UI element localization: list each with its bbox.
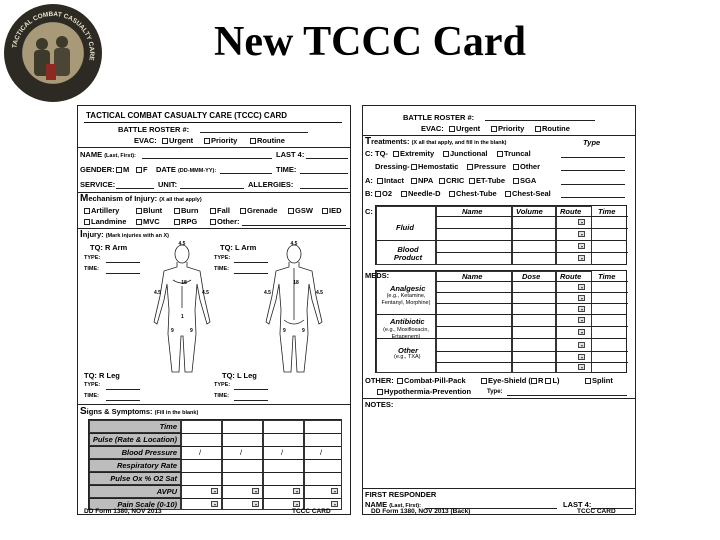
tq-left-leg-time-label: TIME: bbox=[214, 393, 229, 399]
slide-title: New TCCC Card bbox=[214, 19, 526, 65]
other-splint[interactable]: Splint bbox=[585, 377, 613, 385]
other-label: OTHER: bbox=[365, 376, 394, 385]
vitals-row-blood-pressure: Blood Pressure bbox=[121, 448, 177, 457]
first-responder-name-label: NAME (Last, First): bbox=[365, 500, 421, 509]
front-left-leg-pct: 9 bbox=[190, 328, 193, 334]
moi-rpg[interactable]: RPG bbox=[174, 218, 197, 226]
moi-ied[interactable]: IED bbox=[322, 207, 342, 215]
evac-priority-checkbox[interactable] bbox=[204, 138, 210, 144]
avpu-dropdown-1[interactable] bbox=[211, 488, 218, 494]
unit-label: UNIT: bbox=[158, 180, 178, 189]
gender-label: GENDER: bbox=[80, 165, 115, 174]
other-combat-pill-pack[interactable]: Combat-Pill-Pack bbox=[397, 377, 466, 385]
last4-field[interactable] bbox=[306, 158, 348, 159]
first-responder-last4-label: LAST 4: bbox=[563, 500, 592, 509]
tq-left-leg-type-label: TYPE: bbox=[214, 382, 231, 388]
moi-landmine[interactable]: Landmine bbox=[84, 218, 126, 226]
vitals-row-respiratory-rate: Respiratory Rate bbox=[116, 461, 177, 470]
service-label: SERVICE: bbox=[80, 180, 116, 189]
breathing-chest-seal[interactable]: Chest-Seal bbox=[505, 190, 551, 198]
signs-symptoms-title: Signs & Symptoms: (Fill in the blank) bbox=[80, 406, 199, 417]
dressing-row-label: Dressing- bbox=[375, 162, 410, 171]
moi-gsw[interactable]: GSW bbox=[288, 207, 313, 215]
vitals-row-time: Time bbox=[159, 422, 177, 431]
front-right-leg-pct: 9 bbox=[171, 328, 174, 334]
other-med-label: Other bbox=[398, 346, 419, 355]
tq-junctional[interactable]: Junctional bbox=[443, 150, 488, 158]
vitals-table: Time Pulse (Rate & Location) Blood Pressure Respiratory Rate Pulse Ox % O2 Sat AVPU Pain Scale (0-10) / / / / bbox=[88, 419, 342, 510]
moi-fall[interactable]: Fall bbox=[210, 207, 230, 215]
back-battle-roster-label: BATTLE ROSTER #: bbox=[403, 113, 475, 122]
moi-blunt[interactable]: Blunt bbox=[136, 207, 162, 215]
moi-artillery[interactable]: Artillery bbox=[84, 207, 119, 215]
tccc-card-front bbox=[77, 105, 351, 515]
antibiotic-route-dropdown-2[interactable] bbox=[578, 329, 585, 335]
back-head-pct: 4.5 bbox=[290, 241, 298, 247]
front-left-arm-pct: 4.5 bbox=[202, 290, 209, 296]
other-route-dropdown-1[interactable] bbox=[578, 342, 585, 348]
dressing-hemostatic[interactable]: Hemostatic bbox=[411, 163, 458, 171]
meds-header-time: Time bbox=[598, 272, 616, 281]
tq-right-leg-time-field[interactable] bbox=[106, 400, 140, 401]
back-evac-priority[interactable]: Priority bbox=[491, 125, 524, 133]
tccc-card-back bbox=[362, 105, 636, 515]
back-evac-urgent[interactable]: Urgent bbox=[449, 125, 480, 133]
fluids-table bbox=[375, 205, 627, 265]
meds-label: MEDS: bbox=[365, 271, 390, 280]
dressing-type-field[interactable] bbox=[561, 170, 625, 171]
b-row-label: B: bbox=[365, 189, 373, 198]
fluid-route-dropdown-1[interactable] bbox=[578, 219, 585, 225]
analgesic-hint: (e.g., Ketamine, Fentanyl, Morphine) bbox=[381, 293, 431, 306]
dressing-other[interactable]: Other bbox=[513, 163, 540, 171]
mechanism-of-injury-title: Mechanism of Injury: (X all that apply) bbox=[80, 193, 202, 204]
organization-logo bbox=[4, 4, 102, 102]
notes-area[interactable] bbox=[365, 411, 633, 487]
other-med-hint: (e.g., TXA) bbox=[394, 354, 421, 360]
blood-route-dropdown-2[interactable] bbox=[578, 255, 585, 261]
airway-et-tube[interactable]: ET-Tube bbox=[469, 177, 505, 185]
vitals-row-pain-scale: Pain Scale (0-10) bbox=[117, 500, 177, 509]
analgesic-route-dropdown-2[interactable] bbox=[578, 295, 585, 301]
tq-right-leg-time-label: TIME: bbox=[84, 393, 99, 399]
a-row-label: A: bbox=[365, 176, 373, 185]
last4-label: LAST 4: bbox=[276, 150, 305, 159]
analgesic-route-dropdown-3[interactable] bbox=[578, 306, 585, 312]
allergies-label: ALLERGIES: bbox=[248, 180, 294, 189]
tq-truncal[interactable]: Truncal bbox=[497, 150, 531, 158]
tq-left-arm-type-label: TYPE: bbox=[214, 255, 231, 261]
antibiotic-hint: (e.g., Moxifloxacin, Ertapenem) bbox=[383, 327, 429, 340]
moi-grenade[interactable]: Grenade bbox=[240, 207, 277, 215]
front-head-pct: 4.5 bbox=[178, 241, 186, 247]
airway-sga[interactable]: SGA bbox=[513, 177, 536, 185]
vitals-row-pulse: Pulse (Rate & Location) bbox=[92, 435, 177, 444]
battle-roster-label: BATTLE ROSTER #: bbox=[118, 125, 190, 134]
fluids-header-time: Time bbox=[598, 207, 616, 216]
back-torso-pct: 18 bbox=[293, 280, 299, 286]
tq-right-leg-type-label: TYPE: bbox=[84, 382, 101, 388]
logo-ring-text: TACTICAL COMBAT CASUALTY CARE bbox=[11, 10, 96, 62]
tq-right-arm-label: TQ: R Arm bbox=[90, 243, 128, 252]
tq-extremity[interactable]: Extremity bbox=[393, 150, 434, 158]
tq-right-leg-type-field[interactable] bbox=[106, 389, 140, 390]
meds-table bbox=[375, 270, 627, 373]
back-left-leg-pct: 9 bbox=[302, 328, 305, 334]
vitals-row-avpu: AVPU bbox=[156, 487, 177, 496]
analgesic-route-dropdown-1[interactable] bbox=[578, 284, 585, 290]
tq-type-field[interactable] bbox=[561, 157, 625, 158]
body-diagram-back[interactable] bbox=[260, 240, 328, 376]
antibiotic-label: Antibiotic bbox=[390, 317, 425, 326]
fluids-header-route: Route bbox=[560, 207, 582, 216]
back-evac-routine[interactable]: Routine bbox=[535, 125, 570, 133]
fluid-label: Fluid bbox=[396, 223, 414, 232]
c2-row-label: C: bbox=[365, 207, 373, 216]
time-label: TIME: bbox=[276, 165, 297, 174]
tq-left-leg-type-field[interactable] bbox=[234, 389, 268, 390]
evac-label: EVAC: bbox=[134, 136, 157, 145]
allergies-field[interactable] bbox=[300, 188, 348, 189]
airway-npa[interactable]: NPA bbox=[411, 177, 433, 185]
treatments-title: Treatments: (X all that apply, and fill in the blank) bbox=[365, 136, 507, 147]
meds-header-route: Route bbox=[560, 272, 582, 281]
evac-routine-option[interactable]: Routine bbox=[250, 137, 285, 145]
time-field[interactable] bbox=[300, 173, 348, 174]
tq-left-arm-time-label: TIME: bbox=[214, 266, 229, 272]
tq-left-arm-label: TQ: L Arm bbox=[220, 243, 257, 252]
unit-field[interactable] bbox=[180, 188, 244, 189]
front-footer-form: DD Form 1380, NOV 2013 bbox=[84, 508, 162, 515]
front-footer-card: TCCC CARD bbox=[292, 508, 331, 515]
name-field[interactable] bbox=[142, 158, 272, 159]
logo-emblem bbox=[4, 4, 102, 102]
front-right-arm-pct: 4.5 bbox=[154, 290, 161, 296]
pain-dropdown-4[interactable] bbox=[331, 501, 338, 507]
back-footer-form: DD Form 1380, NOV 2013 (Back) bbox=[371, 508, 471, 515]
hypothermia-type-label: Type: bbox=[487, 389, 503, 395]
tq-left-leg-label: TQ: L Leg bbox=[222, 371, 257, 380]
blood-product-label: Blood Product bbox=[393, 245, 423, 262]
dressing-pressure[interactable]: Pressure bbox=[467, 163, 506, 171]
blood-route-dropdown-1[interactable] bbox=[578, 243, 585, 249]
pain-dropdown-3[interactable] bbox=[293, 501, 300, 507]
fluids-header-name: Name bbox=[462, 207, 483, 216]
back-right-leg-pct: 9 bbox=[283, 328, 286, 334]
gender-f-checkbox[interactable] bbox=[136, 167, 142, 173]
card-header: TACTICAL COMBAT CASUALTY CARE (TCCC) CARD bbox=[86, 111, 288, 120]
airway-intact[interactable]: Intact bbox=[377, 177, 404, 185]
meds-header-dose: Dose bbox=[522, 272, 541, 281]
back-right-arm-pct: 4.5 bbox=[264, 290, 271, 296]
c-tq-row-label: C: TQ- bbox=[365, 149, 388, 158]
back-left-arm-pct: 4.5 bbox=[316, 290, 323, 296]
vitals-row-pulse-ox: Pulse Ox % O2 Sat bbox=[110, 474, 177, 483]
evac-urgent-option[interactable]: Urgent bbox=[162, 137, 193, 145]
tq-left-leg-time-field[interactable] bbox=[234, 400, 268, 401]
breathing-needle-d[interactable]: Needle-D bbox=[401, 190, 441, 198]
service-field[interactable] bbox=[116, 188, 154, 189]
back-evac-label: EVAC: bbox=[421, 124, 444, 133]
breathing-chest-tube[interactable]: Chest-Tube bbox=[449, 190, 497, 198]
evac-priority-option[interactable]: Priority bbox=[204, 137, 237, 145]
pain-dropdown-1[interactable] bbox=[211, 501, 218, 507]
moi-other-field[interactable] bbox=[242, 225, 346, 226]
front-torso-pct: 18 bbox=[181, 280, 187, 286]
hypothermia-type-field[interactable] bbox=[507, 395, 627, 396]
tq-right-leg-label: TQ: R Leg bbox=[84, 371, 120, 380]
tq-right-arm-time-label: TIME: bbox=[84, 266, 99, 272]
avpu-dropdown-4[interactable] bbox=[331, 488, 338, 494]
moi-mvc[interactable]: MVC bbox=[136, 218, 160, 226]
avpu-dropdown-2[interactable] bbox=[252, 488, 259, 494]
first-responder-label: FIRST RESPONDER bbox=[365, 490, 437, 499]
front-groin-pct: 1 bbox=[181, 314, 184, 320]
name-label: NAME (Last, First): bbox=[80, 150, 136, 159]
gender-f-option[interactable]: F bbox=[136, 166, 148, 174]
tq-right-arm-type-label: TYPE: bbox=[84, 255, 101, 261]
moi-other[interactable]: Other: bbox=[210, 218, 240, 226]
pain-dropdown-2[interactable] bbox=[252, 501, 259, 507]
analgesic-label: Analgesic bbox=[390, 284, 426, 293]
fluids-header-volume: Volume bbox=[516, 207, 543, 216]
meds-header-name: Name bbox=[462, 272, 483, 281]
other-route-dropdown-3[interactable] bbox=[578, 364, 585, 370]
breathing-o2[interactable]: O2 bbox=[375, 190, 392, 198]
injury-title: Injury: (Mark injuries with an X) bbox=[80, 229, 169, 240]
back-battle-roster-field[interactable] bbox=[485, 120, 595, 121]
body-diagram-front[interactable] bbox=[148, 240, 216, 376]
evac-routine-checkbox[interactable] bbox=[250, 138, 256, 144]
airway-cric[interactable]: CRIC bbox=[439, 177, 464, 185]
back-footer-card: TCCC CARD bbox=[577, 508, 616, 515]
avpu-dropdown-3[interactable] bbox=[293, 488, 300, 494]
airway-type-field[interactable] bbox=[561, 184, 625, 185]
moi-burn[interactable]: Burn bbox=[174, 207, 199, 215]
battle-roster-field[interactable] bbox=[200, 132, 308, 133]
notes-label: NOTES: bbox=[365, 400, 394, 409]
tq-right-arm-type-field[interactable] bbox=[106, 262, 140, 263]
fluid-route-dropdown-2[interactable] bbox=[578, 231, 585, 237]
gender-m-checkbox[interactable] bbox=[116, 167, 122, 173]
type-header: Type bbox=[583, 138, 601, 147]
antibiotic-route-dropdown-1[interactable] bbox=[578, 317, 585, 323]
other-hypothermia-prevention[interactable]: Hypothermia-Prevention bbox=[377, 388, 471, 396]
date-field[interactable] bbox=[220, 173, 272, 174]
date-label: DATE (DD-MMM-YY): bbox=[156, 165, 217, 174]
gender-m-option[interactable]: M bbox=[116, 166, 129, 174]
other-eye-shield[interactable]: Eye-Shield ( R L) bbox=[481, 377, 560, 385]
tq-right-arm-time-field[interactable] bbox=[106, 273, 140, 274]
other-route-dropdown-2[interactable] bbox=[578, 354, 585, 360]
breathing-type-field[interactable] bbox=[561, 197, 625, 198]
evac-urgent-checkbox[interactable] bbox=[162, 138, 168, 144]
